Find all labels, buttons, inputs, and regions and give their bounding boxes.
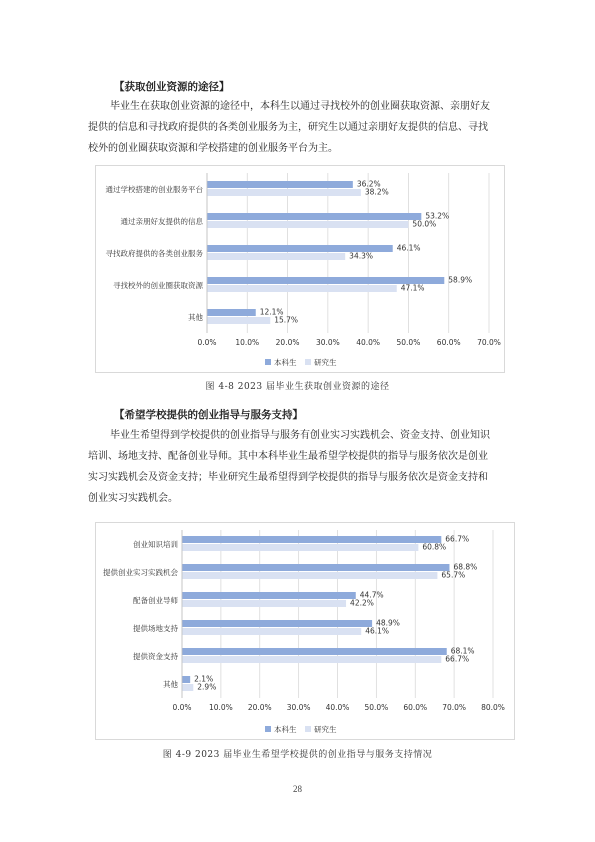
data-label: 68.1% [450,646,475,656]
bar-undergrad [182,620,372,627]
figure-caption-4-8: 图 4-8 2023 届毕业生获取创业资源的途径 [205,382,390,392]
y-category-label: 配备创业导师 [133,596,178,605]
data-label: 44.7% [359,590,384,600]
paragraph-line: 培训、场地支持、配备创业导师。其中本科毕业生最希望学校提供的指导与服务依次是创业 [88,451,488,462]
data-label: 47.1% [400,283,425,293]
x-tick-label: 20.0% [247,703,272,712]
data-label: 66.7% [445,534,470,544]
legend-swatch-undergrad [265,359,271,365]
paragraph-line: 实习实践机会及资金支持；毕业研究生最希望得到学校提供的指导与服务依次是资金支持和 [88,472,488,483]
paragraph-line: 校外的创业圈获取资源和学校搭建的创业服务平台为主。 [88,143,338,154]
figure-caption-4-9: 图 4-9 2023 届毕业生希望学校提供的创业指导与服务支持情况 [162,750,433,760]
paragraph-line: 创业实习实践机会。 [88,493,178,504]
bar-grad [182,600,346,607]
bar-undergrad [207,309,256,316]
bar-grad [207,253,345,260]
x-tick-label: 80.0% [481,703,505,712]
bar-grad [207,317,270,324]
data-label: 2.1% [194,674,214,684]
y-category-label: 通过学校搭建的创业服务平台 [105,185,203,194]
x-tick-label: 60.0% [436,338,461,347]
bar-undergrad [182,676,190,683]
legend-swatch-undergrad [265,726,271,732]
bar-grad [182,544,418,551]
x-tick-label: 10.0% [235,338,260,347]
paragraph-support [88,425,518,509]
data-label: 65.7% [441,570,466,580]
data-label: 60.8% [422,542,447,552]
bar-grad [182,572,437,579]
y-category-label: 其他 [163,680,178,689]
x-tick-label: 40.0% [356,338,381,347]
legend-label: 研究生 [314,725,337,734]
bar-undergrad [182,536,441,543]
data-label: 68.8% [453,562,478,572]
paragraph-resources [88,96,518,159]
data-label: 53.2% [425,211,450,221]
x-tick-label: 70.0% [477,338,501,347]
x-tick-label: 70.0% [442,703,467,712]
legend-label: 本科生 [274,358,297,367]
y-category-label: 提供资金支持 [133,652,178,661]
data-label: 48.9% [376,618,400,628]
x-tick-label: 0.0% [172,703,192,712]
legend-label: 本科生 [274,725,297,734]
data-label: 66.7% [445,654,470,664]
x-tick-label: 50.0% [364,703,389,712]
chart-resource-channels [95,165,505,373]
bar-undergrad [182,592,356,599]
paragraph-line: 毕业生希望得到学校提供的创业指导与服务有创业实习实践机会、资金支持、创业知识 [110,430,490,441]
data-label: 58.9% [448,275,473,285]
y-category-label: 创业知识培训 [133,540,178,549]
data-label: 50.0% [412,219,437,229]
paragraph-line: 提供的信息和寻找政府提供的各类创业服务为主，研究生以通过亲朋好友提供的信息、寻找 [88,122,488,133]
y-category-label: 提供场地支持 [133,624,178,633]
legend-swatch-grad [305,359,311,365]
data-label: 34.3% [349,251,374,261]
x-tick-label: 30.0% [286,703,311,712]
data-label: 36.2% [356,179,381,189]
data-label: 46.1% [365,626,390,636]
x-tick-label: 50.0% [396,338,421,347]
data-label: 42.2% [350,598,374,608]
chart-desired-support [95,522,515,740]
bar-grad [182,628,361,635]
data-label: 38.2% [364,187,389,197]
y-category-label: 其他 [188,313,203,322]
x-tick-label: 30.0% [315,338,340,347]
page-number: 28 [293,784,302,794]
data-label: 15.7% [274,315,299,325]
legend-swatch-grad [305,726,311,732]
y-category-label: 寻找校外的创业圈获取资源 [113,281,203,290]
bar-undergrad [207,181,353,188]
x-tick-label: 40.0% [325,703,350,712]
bar-grad [182,684,193,691]
x-tick-label: 0.0% [197,338,217,347]
data-label: 12.1% [259,307,284,317]
paragraph-line: 毕业生在获取创业资源的途径中，本科生以通过寻找校外的创业圈获取资源、亲朋好友 [110,101,490,112]
section-heading-support: 【希望学校提供的创业指导与服务支持】 [114,409,303,421]
bar-undergrad [207,213,421,220]
x-tick-label: 10.0% [208,703,233,712]
bar-grad [207,189,361,196]
bar-undergrad [182,564,449,571]
bar-grad [207,221,408,228]
bar-grad [182,656,441,663]
legend-label: 研究生 [314,358,337,367]
y-category-label: 提供创业实习实践机会 [103,568,178,577]
section-heading-resources: 【获取创业资源的途径】 [114,81,230,93]
y-category-label: 通过亲朋好友提供的信息 [120,217,203,226]
y-category-label: 寻找政府提供的各类创业服务 [105,249,203,258]
x-tick-label: 20.0% [275,338,300,347]
bar-undergrad [182,648,447,655]
bar-grad [207,285,397,292]
x-tick-label: 60.0% [403,703,428,712]
data-label: 46.1% [396,243,421,253]
data-label: 2.9% [197,682,217,692]
